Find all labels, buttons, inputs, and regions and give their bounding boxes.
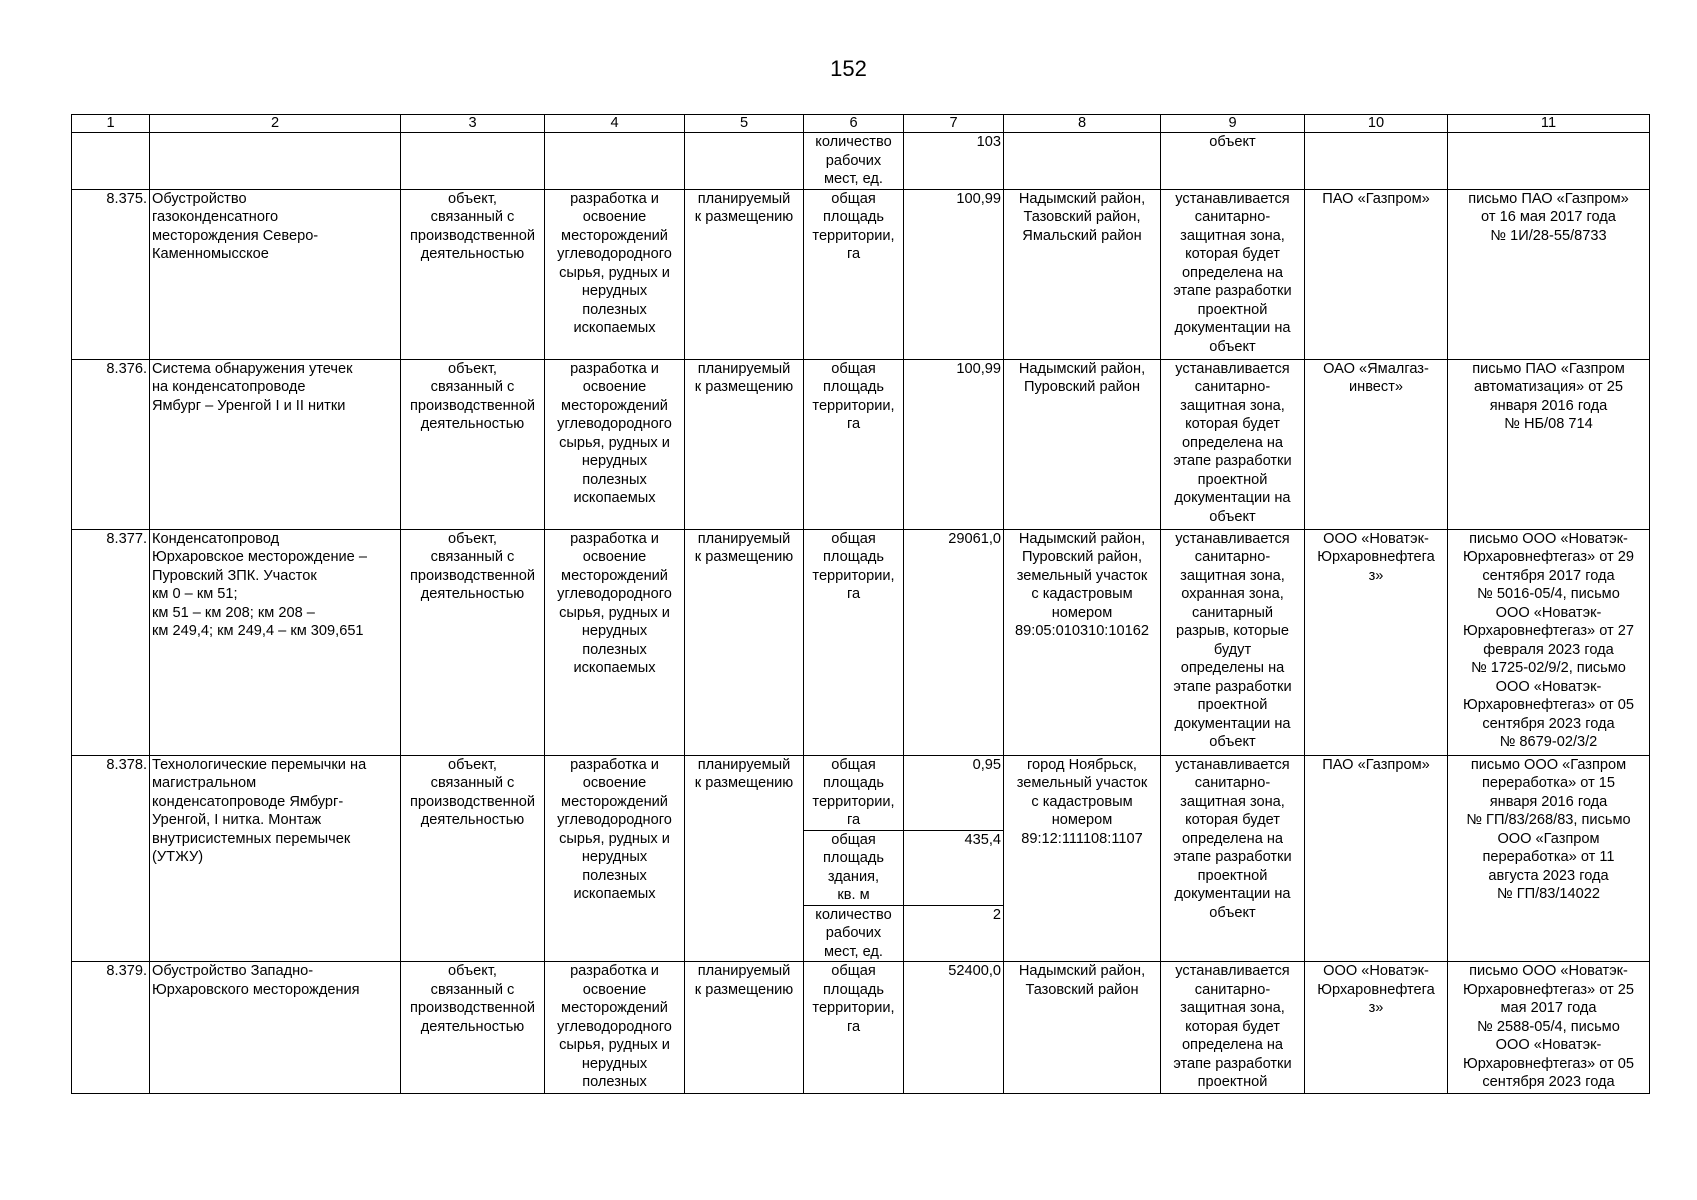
col-header-3: 3 (401, 115, 545, 133)
cell-number: 8.376. (72, 359, 150, 529)
table-row (72, 755, 1650, 830)
cell-value: 2 (904, 905, 1004, 962)
cell-name: Обустройство газоконденсатного месторождения Северо- Каменномысское (150, 189, 401, 359)
cell-status: планируемый к размещению (685, 359, 804, 529)
table-row-continuation (72, 133, 1650, 190)
cell-status: планируемый к размещению (685, 189, 804, 359)
cell-name: Технологические перемычки на магистральном конденсатопроводе Ямбург- Уренгой, I нитка. Монтаж внутрисистемных перемычек (УТЖУ) (150, 755, 401, 962)
cell-letter: письмо ПАО «Газпром автоматизация» от 25 января 2016 года № НБ/08 714 (1448, 359, 1650, 529)
cell-zone: устанавливается санитарно- защитная зона, которая будет определена на этапе разработки проектной документации на объект (1161, 755, 1305, 962)
cell-type: объект, связанный с производственной деятельностью (401, 962, 545, 1094)
cell-metric: общая площадь территории, га (804, 962, 904, 1094)
cell-purpose: разработка и освоение месторождений углеводородного сырья, рудных и нерудных полезных ископаемых (545, 529, 685, 755)
cell-zone: устанавливается санитарно- защитная зона, которая будет определена на этапе разработки проектной документации на объект (1161, 189, 1305, 359)
cell-letter: письмо ООО «Новатэк- Юрхаровнефтегаз» от 29 сентября 2017 года № 5016-05/4, письмо ООО «Новатэк- Юрхаровнефтегаз» от 27 февраля 2023 года № 1725-02/9/2, письмо ООО «Новатэк- Юрхаровнефтегаз» от 05 сентября 2023 года № 8679-02/3/2 (1448, 529, 1650, 755)
cell-letter: письмо ООО «Газпром переработка» от 15 января 2016 года № ГП/83/268/83, письмо ООО «Газпром переработка» от 11 августа 2023 года № ГП/83/14022 (1448, 755, 1650, 962)
cell-purpose: разработка и освоение месторождений углеводородного сырья, рудных и нерудных полезных ископаемых (545, 189, 685, 359)
col-header-7: 7 (904, 115, 1004, 133)
cell-organization: ООО «Новатэк- Юрхаровнефтега з» (1305, 962, 1448, 1094)
cell-letter: письмо ПАО «Газпром» от 16 мая 2017 года № 1И/28-55/8733 (1448, 189, 1650, 359)
cell-location: Надымский район, Тазовский район (1004, 962, 1161, 1094)
cell-metric: количество рабочих мест, ед. (804, 133, 904, 190)
cell-number: 8.375. (72, 189, 150, 359)
cell-name: Конденсатопровод Юрхаровское месторождение – Пуровский ЗПК. Участок км 0 – км 51; км 51 – км 208; км 208 – км 249,4; км 249,4 – км 309,651 (150, 529, 401, 755)
cell-value: 100,99 (904, 359, 1004, 529)
cell-zone: устанавливается санитарно- защитная зона, которая будет определена на этапе разработки проектной (1161, 962, 1305, 1094)
header-row (72, 115, 1650, 133)
cell-metric: общая площадь территории, га (804, 529, 904, 755)
cell-location: город Ноябрьск, земельный участок с кадастровым номером 89:12:111108:1107 (1004, 755, 1161, 962)
cell-location: Надымский район, Пуровский район (1004, 359, 1161, 529)
objects-table (71, 114, 1650, 1094)
cell-location: Надымский район, Пуровский район, земельный участок с кадастровым номером 89:05:010310:10162 (1004, 529, 1161, 755)
cell-metric: количество рабочих мест, ед. (804, 905, 904, 962)
col-header-10: 10 (1305, 115, 1448, 133)
cell-zone: объект (1161, 133, 1305, 190)
table-row (72, 529, 1650, 755)
cell-value: 0,95 (904, 755, 1004, 830)
table-row (72, 359, 1650, 529)
cell-number: 8.377. (72, 529, 150, 755)
cell-value: 52400,0 (904, 962, 1004, 1094)
col-header-4: 4 (545, 115, 685, 133)
cell-purpose: разработка и освоение месторождений углеводородного сырья, рудных и нерудных полезных ископаемых (545, 359, 685, 529)
page-number: 152 (830, 56, 867, 81)
cell-zone: устанавливается санитарно- защитная зона, охранная зона, санитарный разрыв, которые будут определены на этапе разработки проектной документации на объект (1161, 529, 1305, 755)
cell-organization: ПАО «Газпром» (1305, 189, 1448, 359)
cell-status: планируемый к размещению (685, 962, 804, 1094)
cell-letter: письмо ООО «Новатэк- Юрхаровнефтегаз» от 25 мая 2017 года № 2588-05/4, письмо ООО «Новатэк- Юрхаровнефтегаз» от 05 сентября 2023 года (1448, 962, 1650, 1094)
cell-value: 100,99 (904, 189, 1004, 359)
cell-number: 8.378. (72, 755, 150, 962)
cell-organization: ПАО «Газпром» (1305, 755, 1448, 962)
cell-status: планируемый к размещению (685, 755, 804, 962)
col-header-5: 5 (685, 115, 804, 133)
cell-purpose: разработка и освоение месторождений углеводородного сырья, рудных и нерудных полезных ископаемых (545, 755, 685, 962)
cell-value: 103 (904, 133, 1004, 190)
table-row (72, 189, 1650, 359)
cell-metric: общая площадь здания, кв. м (804, 830, 904, 905)
cell-number: 8.379. (72, 962, 150, 1094)
col-header-11: 11 (1448, 115, 1650, 133)
cell-type: объект, связанный с производственной деятельностью (401, 189, 545, 359)
cell-status: планируемый к размещению (685, 529, 804, 755)
col-header-6: 6 (804, 115, 904, 133)
cell-type: объект, связанный с производственной деятельностью (401, 359, 545, 529)
cell-metric: общая площадь территории, га (804, 755, 904, 830)
cell-value: 435,4 (904, 830, 1004, 905)
table-row (72, 962, 1650, 1094)
cell-zone: устанавливается санитарно- защитная зона, которая будет определена на этапе разработки проектной документации на объект (1161, 359, 1305, 529)
col-header-2: 2 (150, 115, 401, 133)
cell-value: 29061,0 (904, 529, 1004, 755)
cell-organization: ООО «Новатэк- Юрхаровнефтега з» (1305, 529, 1448, 755)
cell-location: Надымский район, Тазовский район, Ямальский район (1004, 189, 1161, 359)
cell-metric: общая площадь территории, га (804, 189, 904, 359)
col-header-9: 9 (1161, 115, 1305, 133)
cell-name: Обустройство Западно- Юрхаровского месторождения (150, 962, 401, 1094)
cell-type: объект, связанный с производственной деятельностью (401, 755, 545, 962)
cell-name: Система обнаружения утечек на конденсатопроводе Ямбург – Уренгой I и II нитки (150, 359, 401, 529)
cell-metric: общая площадь территории, га (804, 359, 904, 529)
cell-type: объект, связанный с производственной деятельностью (401, 529, 545, 755)
col-header-1: 1 (72, 115, 150, 133)
cell-purpose: разработка и освоение месторождений углеводородного сырья, рудных и нерудных полезных (545, 962, 685, 1094)
cell-organization: ОАО «Ямалгаз- инвест» (1305, 359, 1448, 529)
col-header-8: 8 (1004, 115, 1161, 133)
